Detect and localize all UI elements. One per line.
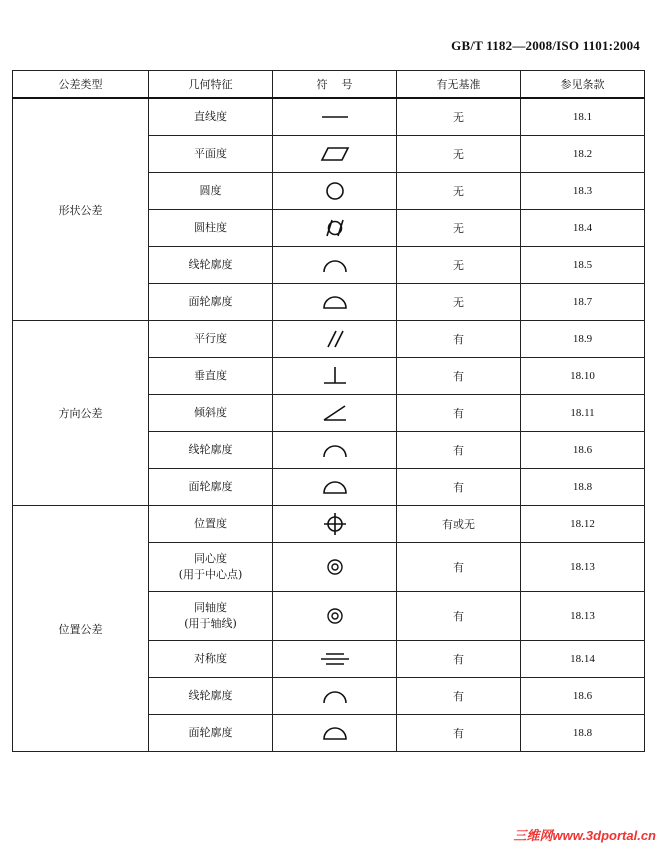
- feature-cell: [149, 432, 273, 469]
- datum-cell: 有: [397, 358, 521, 395]
- table-row: [13, 98, 645, 136]
- feature-cell: [149, 715, 273, 752]
- concentricity-icon: [273, 556, 396, 578]
- symbol-cell: [273, 432, 397, 469]
- surface-profile-icon: [273, 477, 396, 497]
- clause-cell: 18.2: [521, 136, 645, 173]
- col-header-feature: 几何特征: [149, 71, 273, 99]
- roundness-icon: [273, 180, 396, 202]
- clause-cell: 18.5: [521, 247, 645, 284]
- feature-cell: [149, 395, 273, 432]
- perpendicularity-icon: [273, 365, 396, 387]
- feature-name: 同心度: [194, 552, 227, 565]
- clause-cell: 18.8: [521, 469, 645, 506]
- datum-cell: 无: [397, 210, 521, 247]
- feature-name: 面轮廓度: [188, 726, 233, 739]
- feature-name: 同轴度: [194, 601, 227, 614]
- symbol-cell: [273, 469, 397, 506]
- straightness-icon: [273, 107, 396, 127]
- feature-cell: [149, 136, 273, 173]
- clause-cell: 18.11: [521, 395, 645, 432]
- feature-name: 平面度: [194, 147, 227, 160]
- surface-profile-icon: [273, 292, 396, 312]
- datum-cell: 无: [397, 247, 521, 284]
- clause-cell: 18.8: [521, 715, 645, 752]
- feature-cell: [149, 592, 273, 641]
- datum-cell: 有: [397, 469, 521, 506]
- table-row: [13, 506, 645, 543]
- clause-cell: 18.3: [521, 173, 645, 210]
- flatness-icon: [273, 144, 396, 164]
- feature-cell: [149, 506, 273, 543]
- symbol-cell: [273, 543, 397, 592]
- datum-cell: 有或无: [397, 506, 521, 543]
- tolerance-type-cell: 位置公差: [13, 506, 149, 752]
- symbol-cell: [273, 395, 397, 432]
- feature-note: (用于轴线): [184, 617, 237, 630]
- datum-cell: 有: [397, 395, 521, 432]
- symbol-cell: [273, 678, 397, 715]
- line-profile-icon: [273, 686, 396, 706]
- clause-cell: 18.10: [521, 358, 645, 395]
- feature-cell: [149, 678, 273, 715]
- feature-cell: [149, 321, 273, 358]
- tolerance-type-cell: 方向公差: [13, 321, 149, 506]
- symbol-cell: [273, 715, 397, 752]
- tolerance-table: [12, 70, 645, 752]
- symbol-cell: [273, 98, 397, 136]
- angularity-icon: [273, 403, 396, 423]
- datum-cell: 无: [397, 173, 521, 210]
- symbol-cell: [273, 358, 397, 395]
- feature-name: 圆柱度: [194, 221, 227, 234]
- feature-name: 对称度: [194, 652, 227, 665]
- line-profile-icon: [273, 255, 396, 275]
- clause-cell: 18.13: [521, 592, 645, 641]
- feature-name: 垂直度: [194, 369, 227, 382]
- clause-cell: 18.12: [521, 506, 645, 543]
- clause-cell: 18.6: [521, 432, 645, 469]
- col-header-type: 公差类型: [13, 71, 149, 99]
- symbol-cell: [273, 284, 397, 321]
- feature-cell: [149, 641, 273, 678]
- position-icon: [273, 512, 396, 536]
- clause-cell: 18.4: [521, 210, 645, 247]
- clause-cell: 18.13: [521, 543, 645, 592]
- feature-name: 线轮廓度: [188, 689, 233, 702]
- datum-cell: 有: [397, 543, 521, 592]
- symbol-cell: [273, 506, 397, 543]
- clause-cell: 18.1: [521, 98, 645, 136]
- clause-cell: 18.9: [521, 321, 645, 358]
- symmetry-icon: [273, 649, 396, 669]
- feature-cell: [149, 98, 273, 136]
- col-header-datum: 有无基准: [397, 71, 521, 99]
- feature-name: 平行度: [194, 332, 227, 345]
- datum-cell: 有: [397, 432, 521, 469]
- line-profile-icon: [273, 440, 396, 460]
- datum-cell: 有: [397, 592, 521, 641]
- feature-cell: [149, 210, 273, 247]
- clause-cell: 18.6: [521, 678, 645, 715]
- symbol-cell: [273, 321, 397, 358]
- feature-name: 面轮廓度: [188, 480, 233, 493]
- standard-number: GB/T 1182—2008/ISO 1101:2004: [451, 38, 640, 53]
- feature-cell: [149, 284, 273, 321]
- clause-cell: 18.14: [521, 641, 645, 678]
- header-row: [13, 71, 645, 99]
- feature-name: 位置度: [194, 517, 227, 530]
- feature-name: 线轮廓度: [188, 443, 233, 456]
- clause-cell: 18.7: [521, 284, 645, 321]
- symbol-cell: [273, 641, 397, 678]
- symbol-cell: [273, 592, 397, 641]
- datum-cell: 无: [397, 136, 521, 173]
- feature-cell: [149, 543, 273, 592]
- symbol-cell: [273, 247, 397, 284]
- feature-name: 直线度: [194, 110, 227, 123]
- feature-cell: [149, 469, 273, 506]
- table-row: [13, 321, 645, 358]
- datum-cell: 有: [397, 321, 521, 358]
- parallelism-icon: [273, 329, 396, 349]
- col-header-symbol: 符 号: [273, 71, 397, 99]
- tolerance-type-cell: 形状公差: [13, 98, 149, 321]
- feature-cell: [149, 358, 273, 395]
- cylindricity-icon: [273, 217, 396, 239]
- datum-cell: 有: [397, 641, 521, 678]
- datum-cell: 无: [397, 284, 521, 321]
- feature-note: (用于中心点): [178, 568, 243, 581]
- feature-cell: [149, 247, 273, 284]
- feature-name: 圆度: [199, 184, 222, 197]
- datum-cell: 有: [397, 678, 521, 715]
- symbol-cell: [273, 136, 397, 173]
- coaxiality-icon: [273, 605, 396, 627]
- col-header-clause: 参见条款: [521, 71, 645, 99]
- datum-cell: 无: [397, 98, 521, 136]
- feature-cell: [149, 173, 273, 210]
- symbol-cell: [273, 173, 397, 210]
- site-watermark: 三维网www.3dportal.cn: [513, 828, 656, 843]
- datum-cell: 有: [397, 715, 521, 752]
- feature-name: 面轮廓度: [188, 295, 233, 308]
- surface-profile-icon: [273, 723, 396, 743]
- feature-name: 倾斜度: [194, 406, 227, 419]
- symbol-cell: [273, 210, 397, 247]
- feature-name: 线轮廓度: [188, 258, 233, 271]
